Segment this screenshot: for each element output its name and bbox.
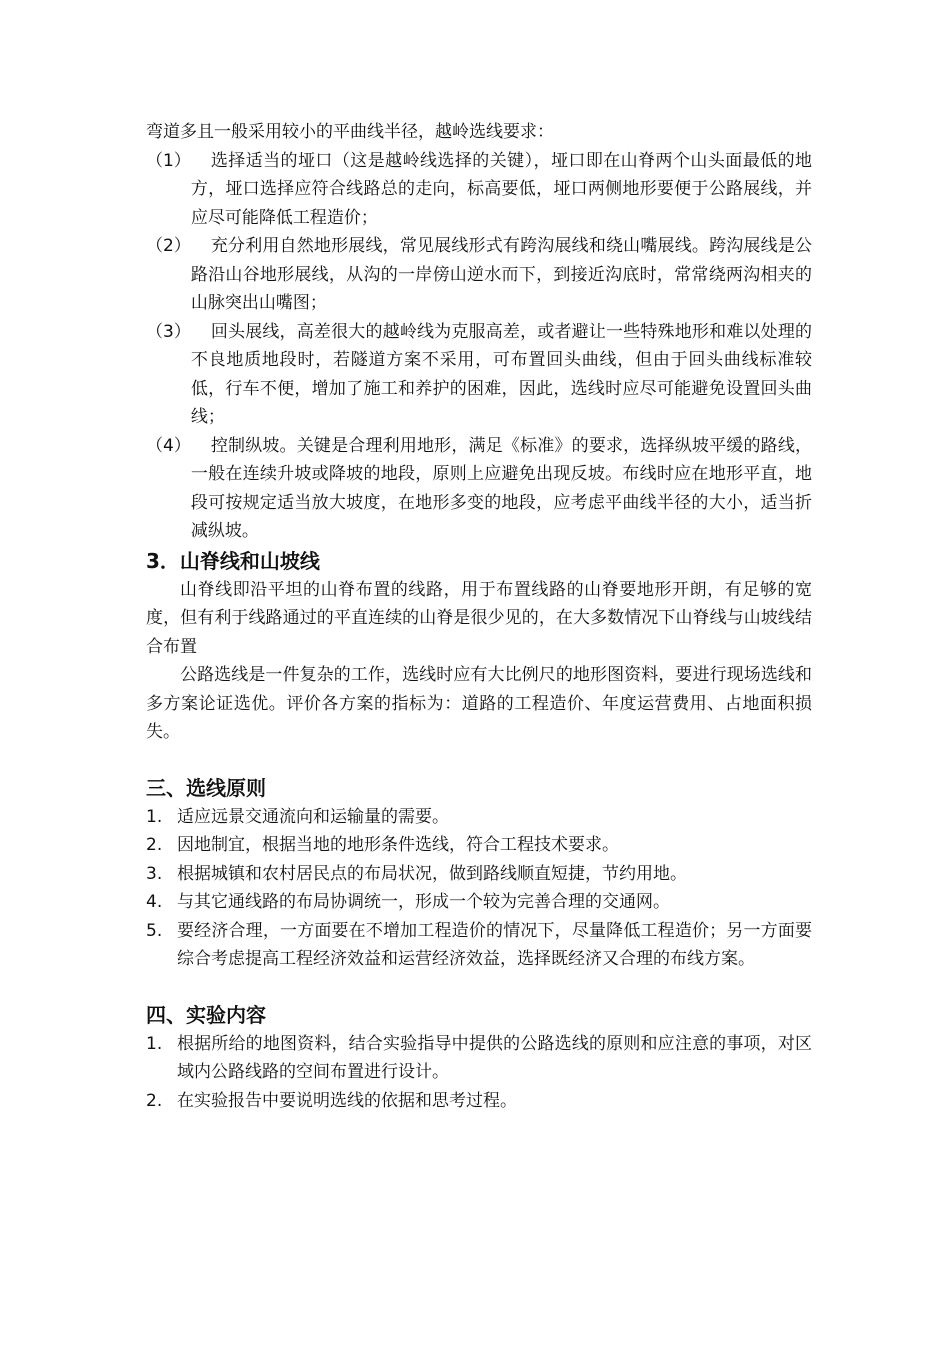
principle-item [146, 803, 812, 832]
principle-number: 1. [146, 806, 163, 827]
requirement-text: 回头展线，高差很大的越岭线为克服高差，或者避让一些特殊地形和难以处理的不良地质地段时，若隧道方案不采用，可布置回头曲线，但由于回头曲线标准较低，行车不便，增加了施工和养护的困难，因此，选线时应尽可能避免设置回头曲线； [190, 321, 812, 427]
section-3-paragraph: 山脊线即沿平坦的山脊布置的线路，用于布置线路的山脊要地形开朗，有足够的宽度，但有利于线路通过的平直连续的山脊是很少见的，在大多数情况下山脊线与山坡线结合布置 [146, 579, 812, 657]
principle-number: 3. [146, 863, 163, 884]
experiment-heading: 四、实验内容 [146, 1002, 266, 1027]
experiment-number: 1. [146, 1033, 163, 1054]
requirement-number: （2） [146, 236, 191, 256]
intro-paragraph: 弯道多且一般采用较小的平曲线半径，越岭选线要求： [146, 122, 554, 142]
principle-text: 根据城镇和农村居民点的布局状况，做到路线顺直短捷，节约用地。 [177, 863, 687, 884]
principles-list [146, 803, 812, 974]
principle-number: 4. [146, 892, 163, 912]
experiment-item [146, 1030, 812, 1087]
principle-item [146, 831, 812, 860]
requirement-text: 选择适当的垭口（这是越岭线选择的关键），垭口即在山脊两个山头面最低的地方，垭口选择应符合线路总的走向，标高要低，垭口两侧地形要便于公路展线，并应尽可能降低工程造价； [190, 150, 812, 228]
principle-number: 5. [146, 920, 163, 941]
principle-item [146, 917, 812, 974]
principle-item [146, 888, 812, 917]
principle-text: 与其它通线路的布局协调统一，形成一个较为完善合理的交通网。 [177, 892, 670, 912]
section-3-paragraph: 公路选线是一件复杂的工作，选线时应有大比例尺的地形图资料，要进行现场选线和多方案论证选优。评价各方案的指标为：道路的工程造价、年度运营费用、占地面积损失。 [146, 665, 812, 742]
principle-text: 因地制宜，根据当地的地形条件选线，符合工程技术要求。 [177, 835, 619, 855]
page-content [146, 118, 812, 1115]
experiment-item [146, 1087, 812, 1116]
principles-heading: 三、选线原则 [146, 775, 266, 800]
principle-text: 要经济合理，一方面要在不增加工程造价的情况下，尽量降低工程造价；另一方面要综合考虑提高工程经济效益和运营经济效益，选择既经济又合理的布线方案。 [177, 920, 812, 969]
principle-number: 2. [146, 835, 163, 855]
ridge-requirements-list [146, 147, 812, 546]
requirement-number: （3） [146, 321, 191, 342]
requirement-item [146, 232, 812, 318]
experiment-number: 2. [146, 1090, 163, 1111]
requirement-number: （4） [146, 435, 191, 456]
requirement-text: 充分利用自然地形展线，常见展线形式有跨沟展线和绕山嘴展线。跨沟展线是公路沿山谷地形展线，从沟的一岸傍山逆水而下，到接近沟底时，常常绕两沟相夹的山脉突出山嘴图； [190, 236, 812, 313]
requirement-text: 控制纵坡。关键是合理利用地形，满足《标准》的要求，选择纵坡平缓的路线，一般在连续升坡或降坡的地段，原则上应避免出现反坡。布线时应在地形平直，地段可按规定适当放大坡度，在地形多变的地段，应考虑平曲线半径的大小，适当折减纵坡。 [190, 435, 812, 541]
requirement-item [146, 318, 812, 432]
section-3-heading: 3．山脊线和山坡线 [146, 548, 320, 573]
experiment-list [146, 1030, 812, 1116]
principle-item [146, 860, 812, 889]
principle-text: 适应远景交通流向和运输量的需要。 [177, 806, 449, 827]
requirement-number: （1） [146, 150, 191, 171]
requirement-item [146, 147, 812, 233]
experiment-text: 在实验报告中要说明选线的依据和思考过程。 [177, 1090, 517, 1111]
requirement-item [146, 432, 812, 546]
experiment-text: 根据所给的地图资料，结合实验指导中提供的公路选线的原则和应注意的事项，对区域内公路线路的空间布置进行设计。 [177, 1033, 812, 1082]
